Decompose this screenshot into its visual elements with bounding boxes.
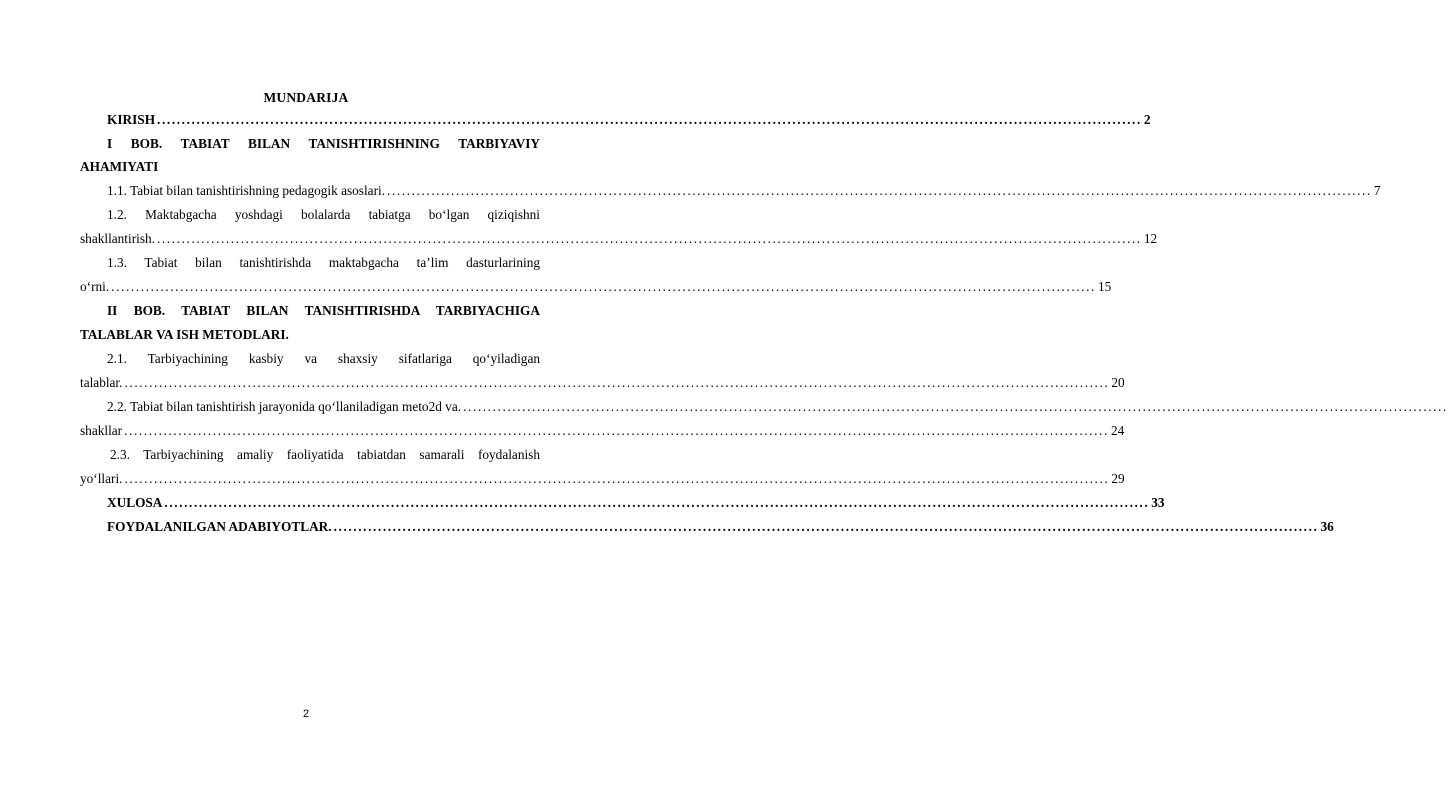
toc-entry-2-3-cont bbox=[80, 470, 1125, 488]
entry-text: o‘rni. bbox=[80, 279, 110, 294]
toc-entry-adabiyotlar bbox=[107, 518, 1334, 536]
entry-text: 1.1. Tabiat bilan tanishtirishning pedagogik asoslari. bbox=[107, 183, 386, 198]
entry-text: yo‘llari. bbox=[80, 471, 123, 486]
page-ref: 24 bbox=[1110, 423, 1125, 438]
dot-leader: ........................................................................................................................................................................................................ bbox=[463, 399, 1448, 414]
entry-text: 2.2. Tabiat bilan tanishtirish jarayonida qo‘llaniladigan meto2d va. bbox=[107, 399, 462, 414]
chapter-1-heading-cont: AHAMIYATI bbox=[80, 159, 159, 174]
entry-text: talablar. bbox=[80, 375, 123, 390]
toc-entry-xulosa bbox=[107, 494, 1165, 512]
dot-leader: ........................................................................................................................................................................................................ bbox=[156, 231, 1142, 246]
dot-leader: ........................................................................................................................................................................................................ bbox=[164, 495, 1150, 510]
dot-leader: ........................................................................................................................................................................................................ bbox=[111, 279, 1097, 294]
toc-entry-2-1-cont bbox=[80, 374, 1125, 392]
dot-leader: ........................................................................................................................................................................................................ bbox=[124, 471, 1110, 486]
page-ref: 33 bbox=[1151, 495, 1165, 510]
page-ref: 2 bbox=[1143, 112, 1151, 127]
dot-leader: ........................................................................................................................................................................................................ bbox=[157, 112, 1142, 127]
chapter-2-heading: II BOB. TABIAT BILAN TANISHTIRISHDA TARBIYACHIGA bbox=[107, 303, 540, 318]
toc-entry-1-2-cont bbox=[80, 230, 1158, 248]
toc-entry-2-2 bbox=[107, 398, 1448, 416]
page-ref: 12 bbox=[1143, 231, 1158, 246]
dot-leader: ........................................................................................................................................................................................................ bbox=[387, 183, 1372, 198]
entry-text: shakllantirish. bbox=[80, 231, 155, 246]
toc-entry-kirish bbox=[107, 111, 1151, 129]
chapter-1-heading: I BOB. TABIAT BILAN TANISHTIRISHNING TARBIYAVIY bbox=[107, 136, 540, 151]
toc-entry-1-3-cont bbox=[80, 278, 1112, 296]
toc-entry-2-2-cont bbox=[80, 422, 1125, 440]
dot-leader: ........................................................................................................................................................................................................ bbox=[124, 375, 1110, 390]
chapter-2-heading-cont: TALABLAR VA ISH METODLARI. bbox=[80, 327, 289, 342]
entry-text: XULOSA bbox=[107, 495, 163, 510]
toc-entry-2-3: 2.3. Tarbiyachining amaliy faoliyatida tabiatdan samarali foydalanish bbox=[110, 447, 540, 462]
page-ref: 7 bbox=[1373, 183, 1381, 198]
dot-leader: ........................................................................................................................................................................................................ bbox=[333, 519, 1319, 534]
page-ref: 36 bbox=[1320, 519, 1334, 534]
page-number: 2 bbox=[302, 708, 310, 720]
toc-entry-2-1: 2.1. Tarbiyachining kasbiy va shaxsiy sifatlariga qo‘yiladigan bbox=[107, 351, 540, 366]
toc-title: MUNDARIJA bbox=[263, 90, 349, 105]
toc-entry-1-3: 1.3. Tabiat bilan tanishtirishda maktabgacha ta’lim dasturlarining bbox=[107, 255, 540, 270]
page-ref: 20 bbox=[1111, 375, 1125, 390]
toc-entry-1-1 bbox=[107, 182, 1381, 200]
page-ref: 29 bbox=[1111, 471, 1125, 486]
page-ref: 15 bbox=[1098, 279, 1112, 294]
entry-text: FOYDALANILGAN ADABIYOTLAR. bbox=[107, 519, 332, 534]
toc-entry-1-2: 1.2. Maktabgacha yoshdagi bolalarda tabiatga bo‘lgan qiziqishni bbox=[107, 207, 540, 222]
entry-text: shakllar bbox=[80, 423, 123, 438]
entry-text: KIRISH bbox=[107, 112, 156, 127]
dot-leader: ........................................................................................................................................................................................................ bbox=[124, 423, 1109, 438]
